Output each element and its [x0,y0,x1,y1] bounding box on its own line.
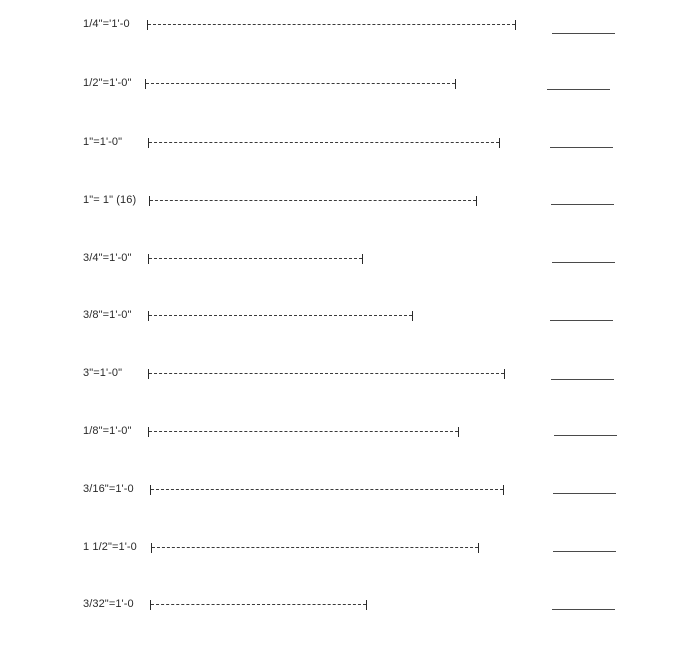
line-start-tick [145,79,146,89]
measurement-row [0,190,700,210]
measurement-row [0,14,700,34]
measurement-line [148,24,515,25]
line-end-tick [504,369,505,379]
line-start-tick [147,20,148,30]
line-start-tick [148,427,149,437]
line-end-tick [503,485,504,495]
line-start-tick [148,369,149,379]
answer-blank[interactable] [550,320,613,321]
measurement-line [151,604,366,605]
line-end-tick [458,427,459,437]
scale-label: 1/2"=1'-0" [83,77,132,89]
line-end-tick [455,79,456,89]
line-end-tick [499,138,500,148]
measurement-row [0,421,700,441]
measurement-line [149,431,458,432]
scale-label: 1"=1'-0" [83,136,123,148]
scale-label: 1"= 1" (16) [83,194,137,206]
measurement-line [152,547,478,548]
scale-label: 3/4"=1'-0" [83,252,132,264]
answer-blank[interactable] [547,89,610,90]
measurement-row [0,363,700,383]
scale-label: 3/32"=1'-0 [83,598,134,610]
measurement-line [149,315,412,316]
measurement-line [151,489,503,490]
answer-blank[interactable] [551,379,614,380]
answer-blank[interactable] [553,551,616,552]
line-end-tick [412,311,413,321]
measurement-row [0,479,700,499]
line-end-tick [515,20,516,30]
answer-blank[interactable] [553,493,616,494]
measurement-row [0,537,700,557]
line-start-tick [148,254,149,264]
scale-label: 3"=1'-0" [83,367,123,379]
line-end-tick [478,543,479,553]
scale-label: 1/4"='1'-0 [83,18,130,30]
line-end-tick [476,196,477,206]
measurement-row [0,248,700,268]
scale-label: 1/8"=1'-0" [83,425,132,437]
line-start-tick [149,196,150,206]
line-start-tick [148,311,149,321]
measurement-line [150,200,476,201]
scale-label: 3/8"=1'-0" [83,309,132,321]
measurement-row [0,73,700,93]
measurement-line [149,142,499,143]
line-end-tick [366,600,367,610]
measurement-line [149,258,362,259]
line-start-tick [151,543,152,553]
measurement-row [0,305,700,325]
answer-blank[interactable] [552,262,615,263]
measurement-row [0,594,700,614]
line-end-tick [362,254,363,264]
line-start-tick [148,138,149,148]
answer-blank[interactable] [550,147,613,148]
scale-label: 1 1/2"=1'-0 [83,541,137,553]
answer-blank[interactable] [554,435,617,436]
line-start-tick [150,600,151,610]
scale-label: 3/16"=1'-0 [83,483,134,495]
answer-blank[interactable] [552,609,615,610]
line-start-tick [150,485,151,495]
answer-blank[interactable] [551,204,614,205]
measurement-line [149,373,504,374]
measurement-row [0,132,700,152]
answer-blank[interactable] [552,33,615,34]
measurement-line [146,83,455,84]
